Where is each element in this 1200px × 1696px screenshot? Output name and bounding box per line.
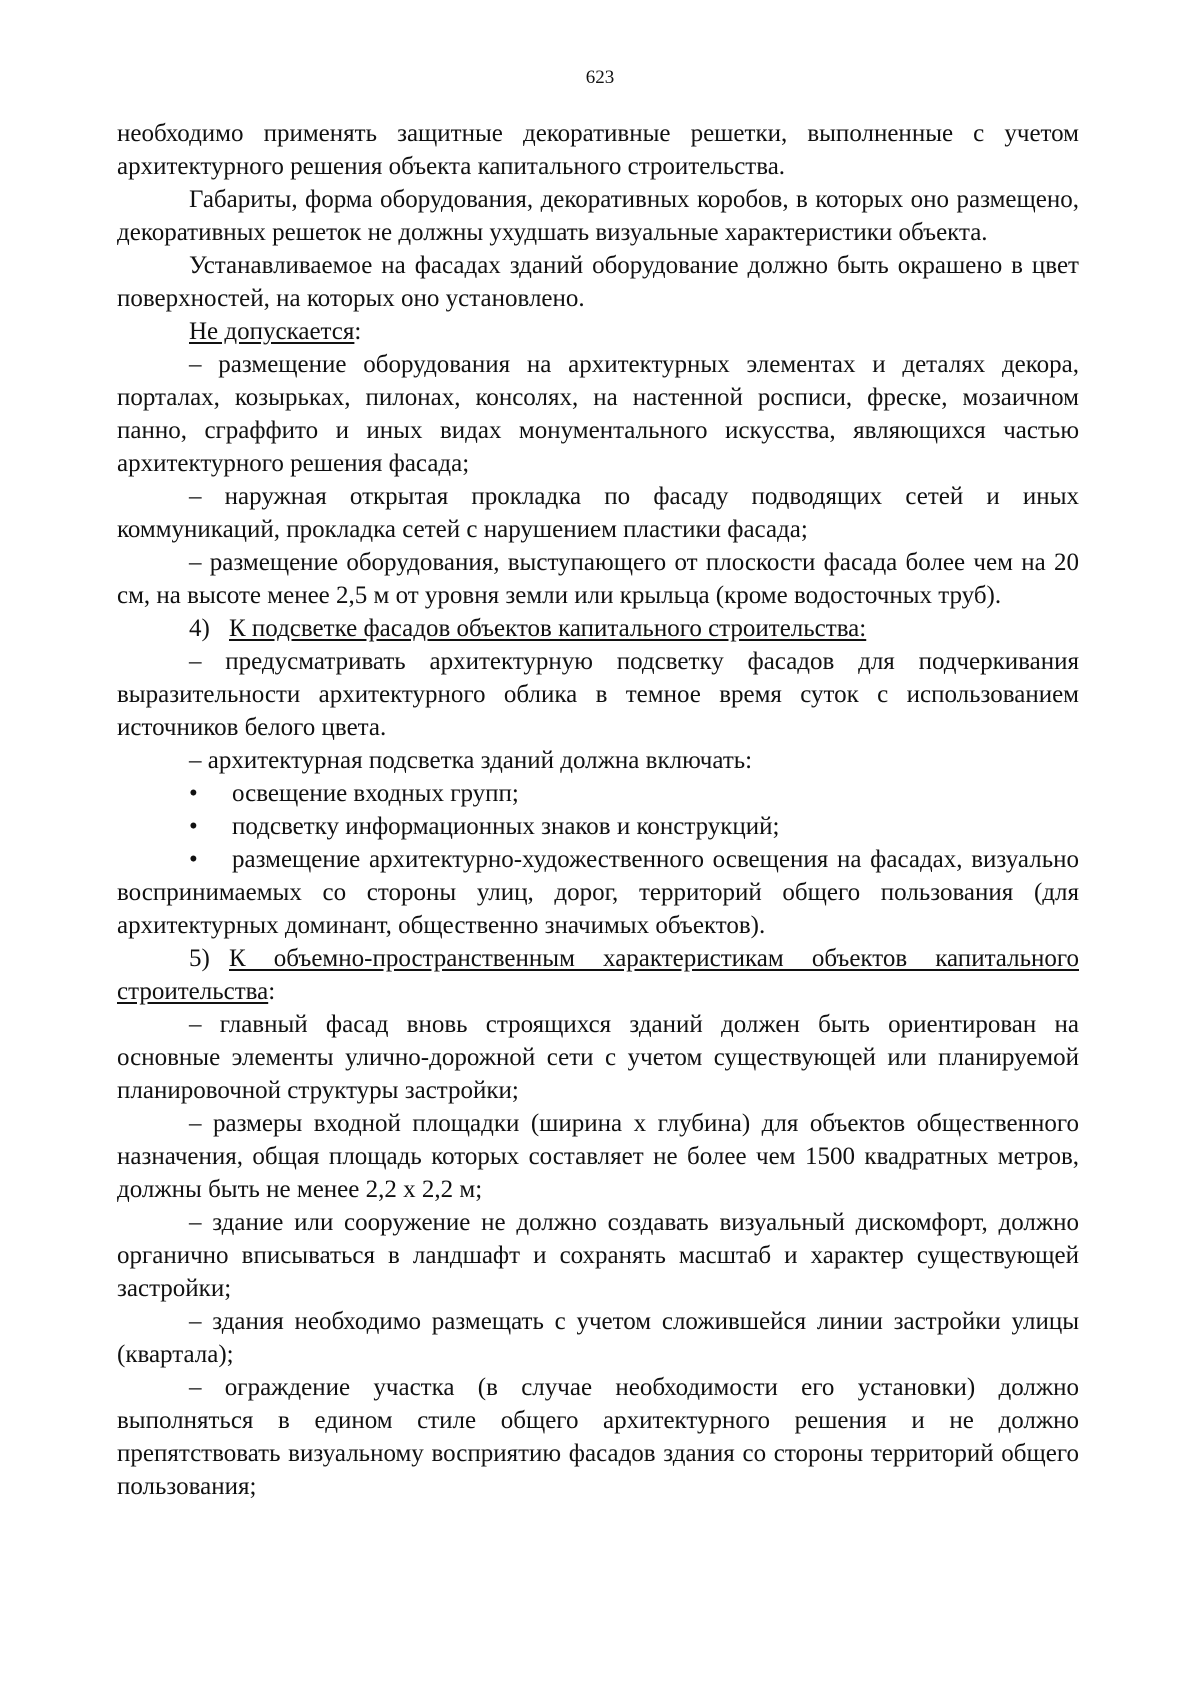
not-allowed-heading bbox=[117, 315, 1079, 348]
bullet-text: размещение архитектурно-художественного освещения на фасадах, визуально воспринимаемых со стороны улиц, дорог, территорий общего пользования (для архитектурных доминант, общественно значимых объектов). bbox=[117, 846, 1079, 939]
paragraph-equipment-color: Устанавливаемое на фасадах зданий оборудование должно быть окрашено в цвет поверхностей, на которых оно установлено. bbox=[117, 252, 1079, 312]
paragraph-dimensions: Габариты, форма оборудования, декоративных коробов, в которых оно размещено, декоративных решеток не должны ухудшать визуальные характеристики объекта. bbox=[117, 186, 1079, 246]
volume-item-entrance-area: – размеры входной площадки (ширина х глубина) для объектов общественного назначения, общая площадь которых составляет не более чем 1500 квадратных метров, должны быть не менее 2,2 х 2,2 м; bbox=[117, 1110, 1079, 1203]
page-body bbox=[117, 117, 1079, 1503]
prohibition-item-decor: – размещение оборудования на архитектурных элементах и деталях декора, порталах, козырьках, пилонах, консолях, на настенной росписи, фреске, мозаичном панно, сграффито и иных видах монументального искусства, являющихся частью архитектурного решения фасада; bbox=[117, 351, 1079, 477]
section-4-heading bbox=[117, 612, 1079, 645]
section-4-number: 4) bbox=[189, 615, 210, 642]
bullet-text: подсветку информационных знаков и конструкций; bbox=[232, 813, 780, 840]
bullet-icon: • bbox=[189, 780, 198, 807]
bullet-text: освещение входных групп; bbox=[232, 780, 519, 807]
bullet-icon: • bbox=[189, 846, 198, 873]
page-number: 623 bbox=[585, 67, 615, 88]
bullet-item-facade-lighting bbox=[117, 843, 1079, 942]
volume-item-building-line: – здания необходимо размещать с учетом сложившейся линии застройки улицы (квартала); bbox=[117, 1308, 1079, 1368]
lighting-item-include: – архитектурная подсветка зданий должна включать: bbox=[189, 747, 753, 774]
volume-item-fencing: – ограждение участка (в случае необходимости его установки) должно выполняться в едином стиле общего архитектурного решения и не должно препятствовать визуальному восприятию фасадов здания со стороны территорий общего пользования; bbox=[117, 1374, 1079, 1500]
section-5-title: К объемно-пространственным характеристикам объектов капитального строительства bbox=[117, 945, 1079, 1005]
lighting-item-architectural: – предусматривать архитектурную подсветку фасадов для подчеркивания выразительности архитектурного облика в темное время суток с использованием источников белого цвета. bbox=[117, 648, 1079, 741]
section-5-number: 5) bbox=[189, 945, 210, 972]
paragraph-grilles: необходимо применять защитные декоративные решетки, выполненные с учетом архитектурного решения объекта капитального строительства. bbox=[117, 120, 1079, 180]
volume-item-main-facade: – главный фасад вновь строящихся зданий должен быть ориентирован на основные элементы улично-дорожной сети с учетом существующей или планируемой планировочной структуры застройки; bbox=[117, 1011, 1079, 1104]
prohibition-item-protruding: – размещение оборудования, выступающего от плоскости фасада более чем на 20 см, на высоте менее 2,5 м от уровня земли или крыльца (кроме водосточных труб). bbox=[117, 549, 1079, 609]
not-allowed-label: Не допускается bbox=[189, 318, 355, 345]
section-5-heading bbox=[117, 942, 1079, 1008]
section-4-title: К подсветке фасадов объектов капитального строительства: bbox=[229, 615, 867, 642]
volume-item-visual-comfort: – здание или сооружение не должно создавать визуальный дискомфорт, должно органично вписываться в ландшафт и сохранять масштаб и характер существующей застройки; bbox=[117, 1209, 1079, 1302]
bullet-icon: • bbox=[189, 813, 198, 840]
bullet-item-signs bbox=[117, 810, 1079, 843]
not-allowed-colon: : bbox=[354, 318, 362, 345]
prohibition-item-networks: – наружная открытая прокладка по фасаду подводящих сетей и иных коммуникаций, прокладка сетей с нарушением пластики фасада; bbox=[117, 483, 1079, 543]
section-5-colon: : bbox=[268, 978, 276, 1005]
bullet-item-entrances bbox=[117, 777, 1079, 810]
